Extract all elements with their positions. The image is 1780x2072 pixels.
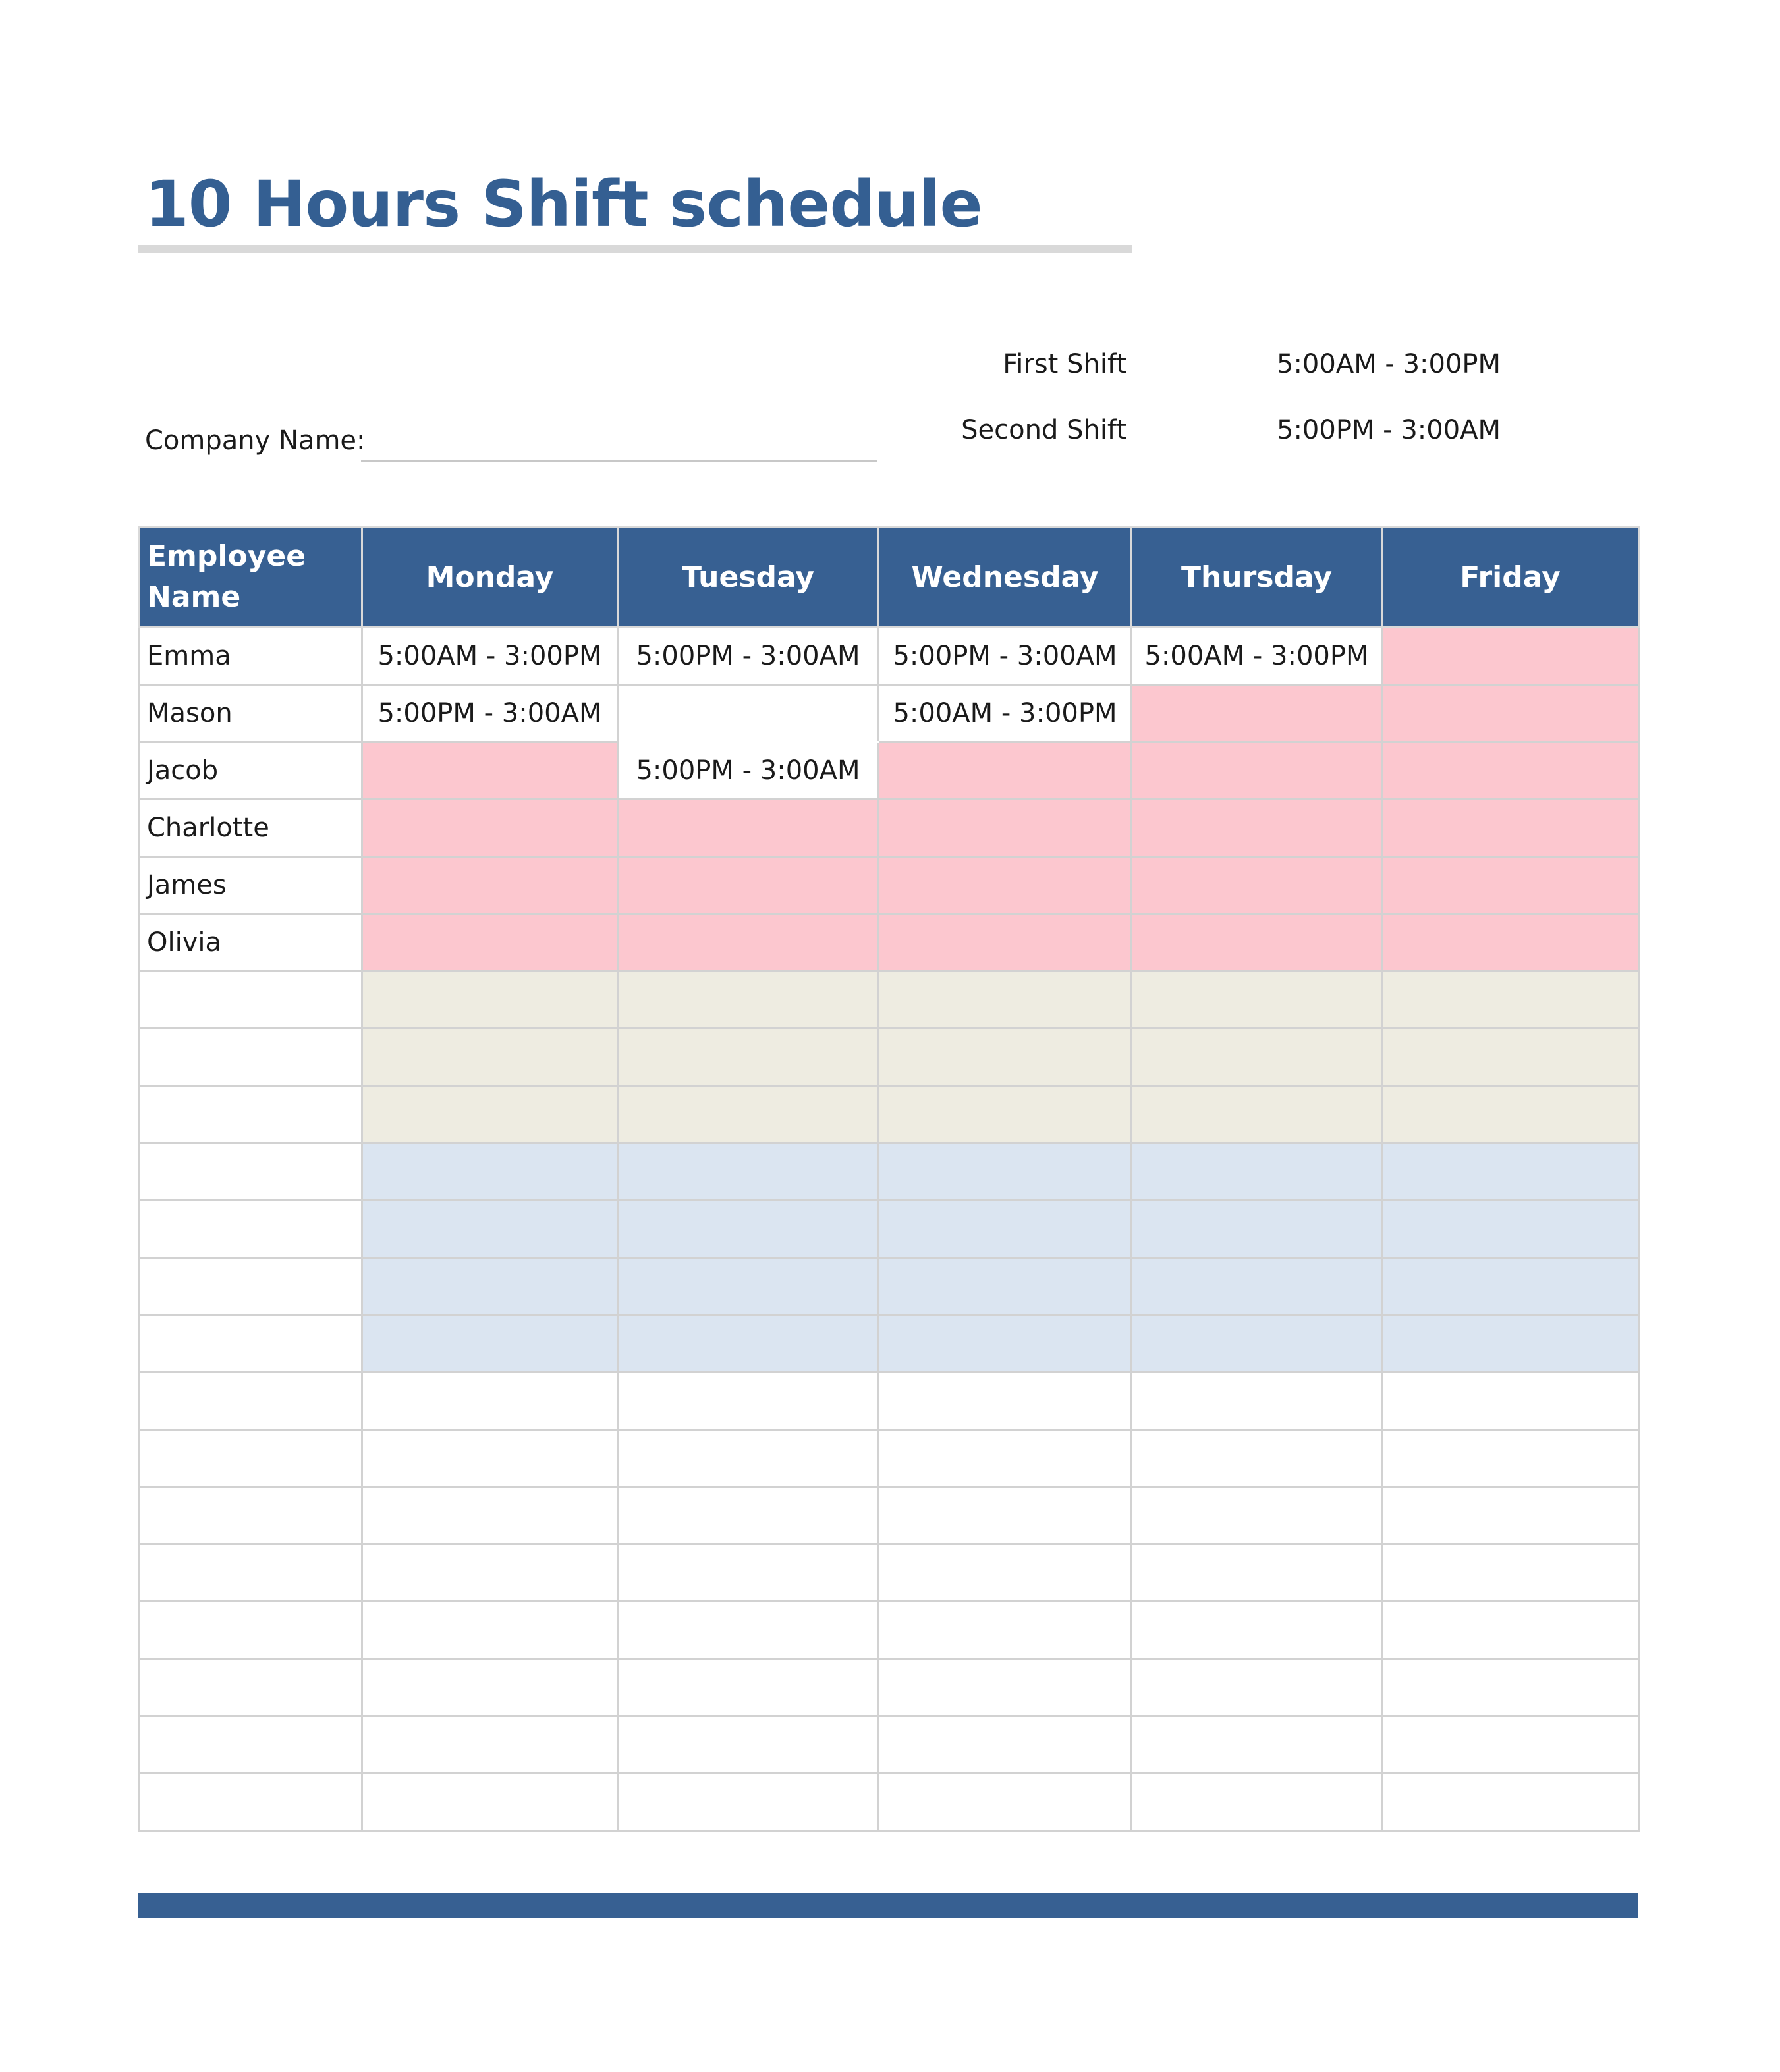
table-row <box>140 800 1639 857</box>
shift-cell[interactable] <box>1382 1373 1639 1430</box>
shift-cell[interactable] <box>362 1143 618 1201</box>
shift-cell[interactable] <box>1382 914 1639 971</box>
table-row <box>140 914 1639 971</box>
shift-cell[interactable] <box>1132 800 1382 857</box>
shift-cell[interactable] <box>879 1602 1132 1659</box>
shift-cell[interactable] <box>362 800 618 857</box>
shift-cell[interactable] <box>1382 742 1639 800</box>
shift-cell[interactable] <box>618 1029 879 1086</box>
shift-cell[interactable] <box>1132 1430 1382 1487</box>
shift-cell[interactable] <box>1132 1143 1382 1201</box>
shift-cell[interactable] <box>618 1430 879 1487</box>
table-row <box>140 742 1639 800</box>
table-row <box>140 1143 1639 1201</box>
shift-cell[interactable] <box>879 914 1132 971</box>
shift-cell[interactable] <box>618 914 879 971</box>
shift-cell[interactable] <box>1132 1659 1382 1716</box>
shift-cell[interactable] <box>1382 1716 1639 1774</box>
shift-cell[interactable] <box>1132 1716 1382 1774</box>
shift-cell[interactable] <box>618 1659 879 1716</box>
shift-cell[interactable] <box>1132 1602 1382 1659</box>
employee-name-cell[interactable] <box>140 1201 362 1258</box>
first-shift-time: 5:00AM - 3:00PM <box>1277 349 1501 379</box>
shift-cell[interactable] <box>618 971 879 1029</box>
shift-cell[interactable] <box>618 1774 879 1831</box>
shift-cell[interactable] <box>362 1602 618 1659</box>
shift-cell[interactable] <box>362 1774 618 1831</box>
employee-name-cell[interactable] <box>140 1373 362 1430</box>
employee-name-cell[interactable] <box>140 1430 362 1487</box>
shift-cell[interactable] <box>1132 1201 1382 1258</box>
employee-name-cell[interactable]: Charlotte <box>140 800 362 857</box>
shift-cell[interactable] <box>879 1201 1132 1258</box>
employee-name-cell[interactable] <box>140 1258 362 1315</box>
shift-cell[interactable] <box>1382 1487 1639 1544</box>
table-row <box>140 1430 1639 1487</box>
shift-cell[interactable] <box>362 1487 618 1544</box>
employee-name-cell[interactable] <box>140 1029 362 1086</box>
shift-cell[interactable] <box>879 1430 1132 1487</box>
table-row <box>140 857 1639 914</box>
shift-cell[interactable] <box>618 857 879 914</box>
shift-cell[interactable] <box>618 1716 879 1774</box>
shift-cell[interactable] <box>618 1602 879 1659</box>
shift-cell[interactable] <box>362 1029 618 1086</box>
employee-name-cell[interactable] <box>140 1716 362 1774</box>
shift-cell[interactable] <box>1132 1373 1382 1430</box>
shift-cell[interactable] <box>1382 1315 1639 1373</box>
table-row <box>140 1373 1639 1430</box>
shift-cell[interactable] <box>1132 914 1382 971</box>
shift-cell[interactable] <box>1132 857 1382 914</box>
shift-cell[interactable] <box>362 1716 618 1774</box>
header-row <box>140 527 1639 628</box>
table-row <box>140 1258 1639 1315</box>
shift-cell[interactable] <box>1132 742 1382 800</box>
company-name-label: Company Name: <box>145 425 366 456</box>
shift-cell[interactable] <box>1382 1086 1639 1143</box>
shift-cell[interactable] <box>1382 1258 1639 1315</box>
shift-cell[interactable] <box>879 1029 1132 1086</box>
header-friday: Friday <box>1382 527 1639 628</box>
table-row <box>140 628 1639 685</box>
shift-cell[interactable] <box>1382 1430 1639 1487</box>
shift-cell[interactable] <box>1382 628 1639 685</box>
shift-cell[interactable] <box>362 1373 618 1430</box>
shift-cell[interactable]: 5:00AM - 3:00PM <box>362 628 618 685</box>
shift-cell[interactable] <box>362 1258 618 1315</box>
shift-cell[interactable] <box>879 1315 1132 1373</box>
header-thursday: Thursday <box>1132 527 1382 628</box>
employee-name-cell[interactable] <box>140 1659 362 1716</box>
shift-cell[interactable] <box>618 1373 879 1430</box>
employee-name-cell[interactable]: Mason <box>140 685 362 742</box>
employee-name-cell[interactable]: Olivia <box>140 914 362 971</box>
shift-cell[interactable] <box>879 800 1132 857</box>
employee-name-cell[interactable] <box>140 1315 362 1373</box>
shift-cell[interactable] <box>879 971 1132 1029</box>
shift-cell[interactable] <box>1132 685 1382 742</box>
shift-cell[interactable] <box>879 1143 1132 1201</box>
shift-cell[interactable] <box>1382 1774 1639 1831</box>
table-row <box>140 1774 1639 1831</box>
shift-cell[interactable]: 5:00PM - 3:00AM <box>362 685 618 742</box>
shift-cell[interactable] <box>1132 1029 1382 1086</box>
table-row <box>140 1201 1639 1258</box>
page-title: 10 Hours Shift schedule <box>145 167 982 241</box>
shift-cell[interactable] <box>1132 1487 1382 1544</box>
shift-cell[interactable] <box>362 1430 618 1487</box>
shift-cell[interactable] <box>1132 1544 1382 1602</box>
second-shift-label: Second Shift <box>961 415 1126 445</box>
shift-cell[interactable] <box>879 857 1132 914</box>
shift-cell[interactable] <box>1382 1143 1639 1201</box>
header-monday: Monday <box>362 527 618 628</box>
shift-cell[interactable] <box>362 971 618 1029</box>
table-row <box>140 971 1639 1029</box>
table-row <box>140 1487 1639 1544</box>
shift-cell[interactable] <box>618 1487 879 1544</box>
shift-cell[interactable]: 5:00PM - 3:00AM <box>618 628 879 685</box>
first-shift-label: First Shift <box>1003 349 1126 379</box>
shift-cell[interactable]: 5:00PM - 3:00AM <box>879 628 1132 685</box>
shift-cell[interactable] <box>879 1716 1132 1774</box>
shift-cell[interactable]: 5:00PM - 3:00AM <box>618 742 879 800</box>
shift-cell[interactable] <box>1382 1029 1639 1086</box>
shift-cell[interactable]: 5:00AM - 3:00PM <box>879 685 1132 742</box>
shift-cell[interactable] <box>618 1258 879 1315</box>
employee-name-cell[interactable]: Jacob <box>140 742 362 800</box>
shift-cell[interactable] <box>618 1086 879 1143</box>
shift-cell[interactable] <box>1132 1086 1382 1143</box>
employee-name-cell[interactable] <box>140 1602 362 1659</box>
shift-cell[interactable] <box>362 1315 618 1373</box>
shift-cell[interactable] <box>1382 1201 1639 1258</box>
shift-cell[interactable] <box>1132 1258 1382 1315</box>
table-row <box>140 1659 1639 1716</box>
shift-cell[interactable] <box>1382 685 1639 742</box>
employee-name-cell[interactable] <box>140 1086 362 1143</box>
shift-cell[interactable] <box>362 857 618 914</box>
shift-cell[interactable] <box>618 1201 879 1258</box>
shift-cell[interactable] <box>618 1544 879 1602</box>
title-underline <box>138 245 1132 253</box>
shift-cell[interactable] <box>1132 1315 1382 1373</box>
table-row <box>140 1602 1639 1659</box>
shift-cell[interactable] <box>879 1659 1132 1716</box>
employee-name-cell[interactable] <box>140 1487 362 1544</box>
shift-cell[interactable] <box>1382 971 1639 1029</box>
shift-cell[interactable] <box>879 1086 1132 1143</box>
footer-bar <box>138 1893 1638 1918</box>
employee-name-cell[interactable] <box>140 1544 362 1602</box>
shift-cell[interactable] <box>1382 800 1639 857</box>
shift-cell[interactable] <box>1382 1544 1639 1602</box>
shift-cell[interactable] <box>879 1774 1132 1831</box>
shift-cell[interactable] <box>1382 1602 1639 1659</box>
shift-cell[interactable] <box>362 1544 618 1602</box>
shift-cell[interactable] <box>879 1487 1132 1544</box>
shift-schedule-table <box>138 526 1640 1832</box>
table-row <box>140 685 1639 742</box>
shift-cell[interactable] <box>362 1659 618 1716</box>
table-row <box>140 1086 1639 1143</box>
shift-cell[interactable] <box>362 914 618 971</box>
second-shift-time: 5:00PM - 3:00AM <box>1277 415 1501 445</box>
shift-cell[interactable] <box>879 742 1132 800</box>
shift-cell[interactable] <box>618 800 879 857</box>
shift-cell[interactable] <box>879 1373 1132 1430</box>
header-tuesday: Tuesday <box>618 527 879 628</box>
employee-name-cell[interactable]: Emma <box>140 628 362 685</box>
shift-cell[interactable] <box>362 1201 618 1258</box>
employee-name-cell[interactable] <box>140 971 362 1029</box>
table-row <box>140 1029 1639 1086</box>
employee-name-cell[interactable]: James <box>140 857 362 914</box>
shift-cell[interactable] <box>1132 971 1382 1029</box>
shift-cell[interactable] <box>618 1315 879 1373</box>
shift-cell[interactable] <box>362 1086 618 1143</box>
table-row <box>140 1315 1639 1373</box>
header-employee-name: Employee Name <box>140 527 362 628</box>
company-name-field[interactable] <box>361 460 877 462</box>
header-wednesday: Wednesday <box>879 527 1132 628</box>
shift-cell[interactable]: 5:00AM - 3:00PM <box>1132 628 1382 685</box>
shift-cell[interactable] <box>1382 1659 1639 1716</box>
shift-cell[interactable] <box>618 685 879 742</box>
shift-cell[interactable] <box>1382 857 1639 914</box>
shift-cell[interactable] <box>879 1544 1132 1602</box>
shift-cell[interactable] <box>1132 1774 1382 1831</box>
employee-name-cell[interactable] <box>140 1143 362 1201</box>
shift-cell[interactable] <box>362 742 618 800</box>
employee-name-cell[interactable] <box>140 1774 362 1831</box>
shift-cell[interactable] <box>618 1143 879 1201</box>
shift-cell[interactable] <box>879 1258 1132 1315</box>
table-row <box>140 1716 1639 1774</box>
table-row <box>140 1544 1639 1602</box>
